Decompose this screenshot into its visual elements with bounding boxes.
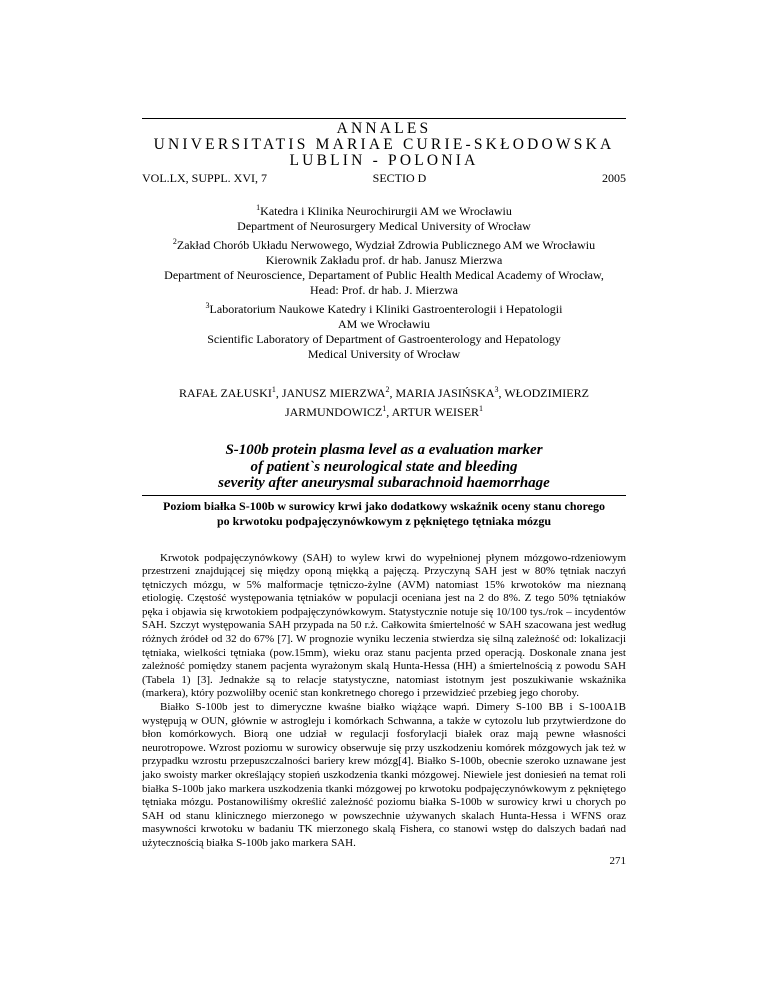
affiliation-text: Head: Prof. dr hab. J. Mierzwa bbox=[310, 283, 458, 297]
affiliation-line bbox=[142, 200, 626, 219]
author-affiliation-marker: 1 bbox=[382, 404, 387, 413]
author-name: RAFAŁ ZAŁUSKI bbox=[179, 386, 272, 400]
affiliation-line bbox=[142, 283, 626, 298]
affiliation-line bbox=[142, 332, 626, 347]
affiliation-text: Zakład Chorób Układu Nerwowego, Wydział Zdrowia Publicznego AM we Wrocławiu bbox=[176, 238, 596, 252]
author-name: JARMUNDOWICZ bbox=[284, 405, 383, 419]
authors-line-1 bbox=[142, 382, 626, 401]
author-name: WŁODZIMIERZ bbox=[504, 386, 589, 400]
affiliation-text: AM we Wrocławiu bbox=[338, 317, 430, 331]
journal-title-annales: ANNALES bbox=[336, 120, 432, 137]
author-separator: , bbox=[389, 386, 396, 400]
article-body bbox=[142, 552, 626, 851]
affiliation-line bbox=[142, 234, 626, 253]
affiliation-line bbox=[142, 347, 626, 362]
body-paragraph-2: Białko S-100b jest to dimeryczne kwaśne białko wiążące wapń. Dimery S-100 BB i S-100A1B występują w OUN, głównie w astrogleju i komórkach Schwanna, a także w cytozolu lub przytwierdzone do błon komórkowych. Biorą one udział w regulacji fosforylacji białek oraz mają pewne własności neurotropowe. Wzrost poziomu w surowicy obserwuje się przy uszkodzeniu komórek mózgowych jak też w przypadku wzrostu przepuszczalności bariery krew mózg[4]. Białko S-100b, obecnie szeroko uznawane jest jako swoisty marker określający stopień uszkodzenia tkanki mózgowej. Niewiele jest doniesień na temat roli białka S-100b jako markera uszkodzenia tkanki mózgowej po krwotoku podpajęczynówkowym z pękniętego tętniaka mózgu. Postanowiliśmy określić zależność poziomu białka S-100b w surowicy krwi u chorych po SAH od stanu klinicznego mierzonego w powszechnie używanych skalach Hunta-Hessa i WFNS oraz masywności krwotoku w badaniu TK mierzonego skalą Fishera, co stanowi wstęp do dalszych badań nad użytecznością białka S-100b jako markera SAH. bbox=[142, 701, 626, 849]
author-affiliation-marker: 2 bbox=[385, 385, 390, 394]
affiliation-line bbox=[142, 317, 626, 332]
journal-title-location: LUBLIN - POLONIA bbox=[289, 152, 479, 169]
affiliation-text: Department of Neurosurgery Medical University of Wrocław bbox=[237, 219, 531, 233]
affiliation-text: Katedra i Klinika Neurochirurgii AM we Wrocławiu bbox=[260, 204, 512, 218]
affiliation-text: Medical University of Wrocław bbox=[307, 347, 461, 361]
affiliation-line bbox=[142, 268, 626, 283]
title-english-line: S-100b protein plasma level as a evaluation marker bbox=[225, 442, 543, 458]
authors-line-2 bbox=[142, 401, 626, 420]
affiliation-marker: 2 bbox=[172, 237, 177, 246]
affiliations bbox=[142, 200, 626, 362]
author-separator: , bbox=[275, 386, 282, 400]
affiliation-marker: 1 bbox=[256, 203, 261, 212]
year-info: 2005 bbox=[602, 171, 626, 185]
title-polish-line: Poziom białka S-100b w surowicy krwi jako dodatkowy wskaźnik oceny stanu chorego bbox=[163, 498, 605, 513]
journal-title-university: UNIVERSITATIS MARIAE CURIE-SKŁODOWSKA bbox=[153, 136, 615, 153]
affiliation-marker: 3 bbox=[205, 301, 210, 310]
affiliation-line bbox=[142, 253, 626, 268]
affiliation-text: Kierownik Zakładu prof. dr hab. Janusz Mierzwa bbox=[265, 253, 503, 267]
title-english-line: severity after aneurysmal subarachnoid haemorrhage bbox=[218, 475, 550, 491]
author-name: ARTUR WEISER bbox=[391, 405, 480, 419]
author-separator: , bbox=[498, 386, 505, 400]
affiliation-text: Laboratorium Naukowe Katedry i Kliniki Gastroenterologii i Hepatologii bbox=[209, 302, 563, 316]
title-english-line: of patient`s neurological state and bleeding bbox=[250, 458, 518, 475]
title-polish-line: po krwotoku podpajęczynówkowym z pękniętego tętniaka mózgu bbox=[216, 513, 551, 528]
volume-info: VOL.LX, SUPPL. XVI, 7 bbox=[142, 171, 268, 185]
affiliation-text: Department of Neuroscience, Departament of Public Health Medical Academy of Wrocław, bbox=[164, 268, 604, 282]
authors bbox=[142, 382, 626, 420]
author-name: MARIA JASIŃSKA bbox=[395, 386, 495, 400]
affiliation-line bbox=[142, 219, 626, 234]
page bbox=[142, 0, 626, 867]
author-separator: , bbox=[386, 405, 392, 419]
affiliation-line bbox=[142, 298, 626, 317]
journal-meta bbox=[142, 171, 626, 186]
body-paragraph-1: Krwotok podpajęczynówkowy (SAH) to wylew krwi do wypełnionej płynem mózgowo-rdzeniowym przestrzeni znajdującej się między oponą miękką a pajęczą. Przyczyną SAH jest w 80% tętniak naczyń tętniczych mózgu, w 5% malformacje tętniczo-żylne (AVM) natomiast 15% krwotoków ma nieznaną etiologię. Częstość występowania tętniaków w populacji oceniana jest na 2 do 8%. Z tego 50% tętniaków pęka i objawia się krwotokiem podpajęczynówkowym. Statystycznie notuje się 10/100 tys./rok – incydentów SAH. Szczyt występowania SAH przypada na 50 r.ż. Całkowita śmiertelność w SAH szacowana jest według różnych źródeł od 32 do 67% [7]. W prognozie wyniku leczenia stwierdza się silną zależność od: lokalizacji tętniaka, wielkości tętniaka (pow.15mm), wieku oraz stanu pacjenta przed operacją. Doskonale znana jest zależność pomiędzy stanem pacjenta wyrażonym skalą Hunta-Hessa (HH) a śmiertelnością z powodu SAH (Tabela 1) [3]. Jednakże są to relacje statystyczne, natomiast istotnym jest poszukiwanie wskaźnika (markera), który pozwoliłby ocenić stan konkretnego chorego i przewidzieć przebieg jego choroby. bbox=[142, 551, 626, 700]
section-info: SECTIO D bbox=[372, 171, 427, 185]
article-title-english bbox=[142, 442, 626, 492]
article-title-polish bbox=[142, 496, 626, 529]
author-affiliation-marker: 1 bbox=[271, 385, 276, 394]
page-number: 271 bbox=[609, 854, 626, 867]
author-affiliation-marker: 3 bbox=[494, 385, 499, 394]
affiliation-text: Scientific Laboratory of Department of Gastroenterology and Hepatology bbox=[207, 332, 561, 346]
author-affiliation-marker: 1 bbox=[479, 404, 484, 413]
author-name: JANUSZ MIERZWA bbox=[281, 386, 386, 400]
